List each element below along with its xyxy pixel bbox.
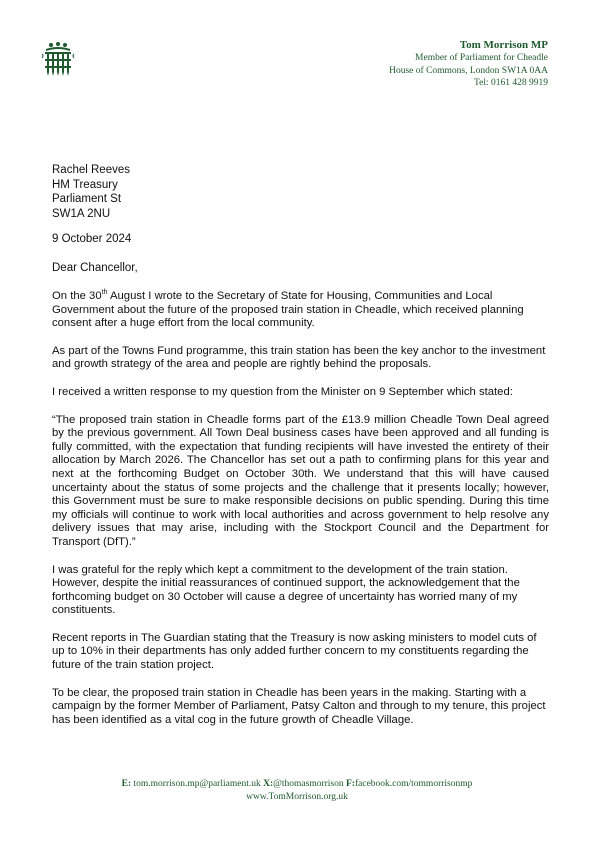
recipient-address [52,163,130,221]
website-link[interactable]: www.TomMorrison.org.uk [246,791,348,802]
email-label: E: [121,779,132,789]
mp-name: Tom Morrison MP [459,39,548,51]
paragraph-2: As part of the Towns Fund programme, this train station has been the key anchor to the investment and growth strategy of the area and people are rightly behind the proposals. [52,344,546,371]
email-link[interactable]: tom.morrison.mp@parliament.uk [133,779,261,789]
recipient-name: Rachel Reeves [52,164,130,176]
letter-body [52,290,549,741]
paragraph-5: I was grateful for the reply which kept a commitment to the development of the train station. However, despite the initial reassurances of continued support, the acknowledgement that the forthcoming budget on 30 October will cause a degree of uncertainty has worried many of my constituents. [52,563,520,617]
ordinal-suffix: th [101,289,108,297]
mp-address: House of Commons, London SW1A 0AA [389,65,548,76]
minister-quote: “The proposed train station in Cheadle forms part of the £13.9 million Cheadle Town Deal agreed by the previous government. All Town Deal business cases have been approved and all funding is fully committed, with the expectation that funding recipients will have invested the entirety of their allocation by March 2026. The Chancellor has set out a path to confirming plans for this year and next at the forthcoming Budget on October 30th. We understand that this will have caused uncertainty about the status of some projects and the challenge that it presents locally; however, this Government must be sure to make responsible decisions on public spending. During this time my officials will continue to work with local authorities and across government to help resolve any delivery issues that may arise, including with the Stockport Council and the Department for Transport (DfT).” [52,413,549,548]
facebook-label: F: [346,779,355,789]
paragraph-6: Recent reports in The Guardian stating that the Treasury is now asking ministers to model cuts of up to 10% in their departments has only added further concern to my constituents regarding the future of the train station project. [52,631,537,672]
letterhead [389,38,548,90]
x-handle-link[interactable]: @thomasmorrison [273,779,344,789]
paragraph-1-rest: August I wrote to the Secretary of State for Housing, Communities and Local Government about the future of the proposed train station in Cheadle, which received planning consent after a huge effort from the local community. [52,290,524,330]
paragraph-1 [52,290,549,331]
paragraph-3: I received a written response to my question from the Minister on 9 September which stated: [52,385,513,398]
x-label: X: [263,779,274,789]
recipient-postcode: SW1A 2NU [52,207,111,220]
recipient-street: Parliament St [52,193,122,205]
recipient-org: HM Treasury [52,178,118,191]
contact-footer [0,778,594,803]
salutation: Dear Chancellor, [52,262,138,274]
portcullis-crest-icon [41,42,75,78]
footer-contacts [0,778,594,791]
mp-telephone: Tel: 0161 428 9919 [473,78,548,88]
mp-role: Member of Parliament for Cheadle [415,53,548,63]
letter-date: 9 October 2024 [52,233,132,245]
paragraph-7: To be clear, the proposed train station in Cheadle has been years in the making. Starting with a campaign by the former Member of Parliament, Patsy Calton and through to my tenure, this project has been identified as a vital cog in the future growth of Cheadle Village. [52,686,546,726]
paragraph-1-start: On the 30 [52,290,102,302]
facebook-link[interactable]: facebook.com/tommorrisonmp [354,779,473,789]
